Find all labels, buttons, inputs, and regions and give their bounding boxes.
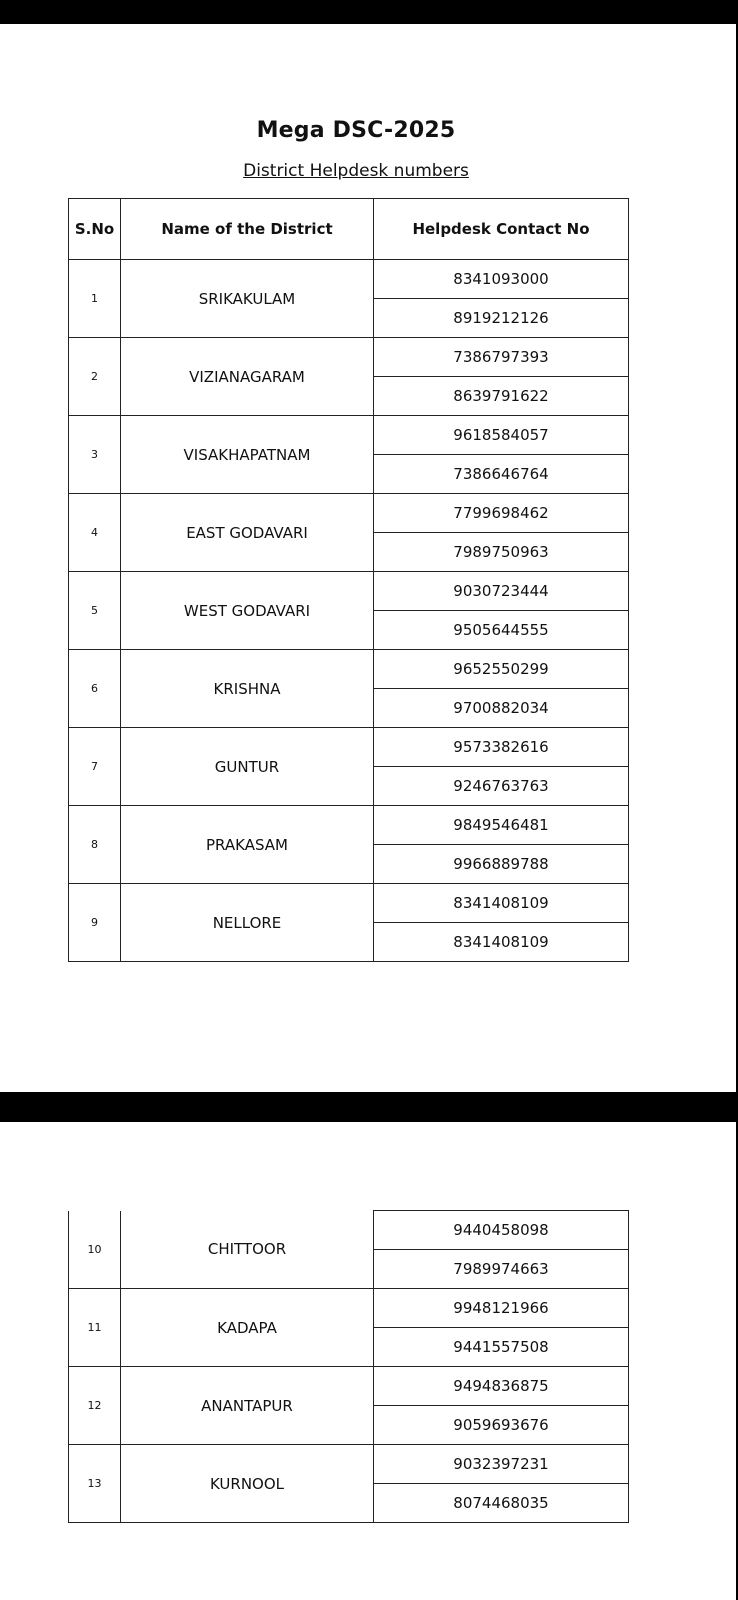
serial-number: 8: [69, 806, 121, 884]
serial-number: 13: [69, 1445, 121, 1523]
table-header-row: [69, 199, 629, 260]
helpdesk-phone: 8074468035: [374, 1484, 629, 1523]
table-row: [69, 1367, 629, 1406]
table-row: [69, 572, 629, 611]
district-name: GUNTUR: [121, 728, 374, 806]
helpdesk-phone: 7989974663: [374, 1250, 629, 1289]
table-row: [69, 338, 629, 377]
serial-number: 2: [69, 338, 121, 416]
helpdesk-phone: 9494836875: [374, 1367, 629, 1406]
district-name: KADAPA: [121, 1289, 374, 1367]
helpdesk-phone: 9032397231: [374, 1445, 629, 1484]
helpdesk-phone: 9505644555: [374, 611, 629, 650]
table-row: [69, 728, 629, 767]
district-name: KURNOOL: [121, 1445, 374, 1523]
serial-number: 11: [69, 1289, 121, 1367]
district-name: NELLORE: [121, 884, 374, 962]
helpdesk-phone: 7386797393: [374, 338, 629, 377]
helpdesk-phone: 8341093000: [374, 260, 629, 299]
serial-number: 7: [69, 728, 121, 806]
helpdesk-phone: 9700882034: [374, 689, 629, 728]
header-contact: Helpdesk Contact No: [374, 199, 629, 260]
table-row: [69, 494, 629, 533]
district-name: PRAKASAM: [121, 806, 374, 884]
serial-number: 10: [69, 1211, 121, 1289]
helpdesk-phone: 8919212126: [374, 299, 629, 338]
district-name: KRISHNA: [121, 650, 374, 728]
helpdesk-phone: 7799698462: [374, 494, 629, 533]
district-name: ANANTAPUR: [121, 1367, 374, 1445]
district-name: EAST GODAVARI: [121, 494, 374, 572]
district-name: CHITTOOR: [121, 1211, 374, 1289]
serial-number: 4: [69, 494, 121, 572]
helpdesk-phone: 9441557508: [374, 1328, 629, 1367]
table-row: [69, 884, 629, 923]
helpdesk-phone: 9440458098: [374, 1211, 629, 1250]
table-row: [69, 416, 629, 455]
helpdesk-phone: 8341408109: [374, 884, 629, 923]
district-name: VIZIANAGARAM: [121, 338, 374, 416]
serial-number: 1: [69, 260, 121, 338]
document-title: Mega DSC-2025: [256, 118, 456, 143]
table-row: [69, 650, 629, 689]
table-row: [69, 260, 629, 299]
header-sno: S.No: [69, 199, 121, 260]
helpdesk-phone: 9573382616: [374, 728, 629, 767]
helpdesk-phone: 9246763763: [374, 767, 629, 806]
helpdesk-phone: 9849546481: [374, 806, 629, 845]
table-row: [69, 1289, 629, 1328]
document-page-2: [0, 1122, 736, 1600]
table-body: [69, 260, 629, 962]
helpdesk-phone: 8639791622: [374, 377, 629, 416]
table-body: [69, 1211, 629, 1523]
table-row: [69, 1211, 629, 1250]
helpdesk-table: [68, 198, 629, 962]
helpdesk-phone: 7386646764: [374, 455, 629, 494]
document-page-1: [0, 24, 736, 1092]
serial-number: 6: [69, 650, 121, 728]
helpdesk-phone: 9652550299: [374, 650, 629, 689]
helpdesk-table-continued: [68, 1210, 629, 1523]
header-district: Name of the District: [121, 199, 374, 260]
serial-number: 3: [69, 416, 121, 494]
serial-number: 12: [69, 1367, 121, 1445]
helpdesk-phone: 9618584057: [374, 416, 629, 455]
table-row: [69, 1445, 629, 1484]
helpdesk-phone: 9059693676: [374, 1406, 629, 1445]
district-name: SRIKAKULAM: [121, 260, 374, 338]
serial-number: 5: [69, 572, 121, 650]
helpdesk-phone: 9948121966: [374, 1289, 629, 1328]
serial-number: 9: [69, 884, 121, 962]
helpdesk-phone: 8341408109: [374, 923, 629, 962]
district-name: WEST GODAVARI: [121, 572, 374, 650]
helpdesk-phone: 9966889788: [374, 845, 629, 884]
district-name: VISAKHAPATNAM: [121, 416, 374, 494]
helpdesk-phone: 7989750963: [374, 533, 629, 572]
document-subtitle: District Helpdesk numbers: [243, 161, 469, 181]
helpdesk-phone: 9030723444: [374, 572, 629, 611]
table-row: [69, 806, 629, 845]
